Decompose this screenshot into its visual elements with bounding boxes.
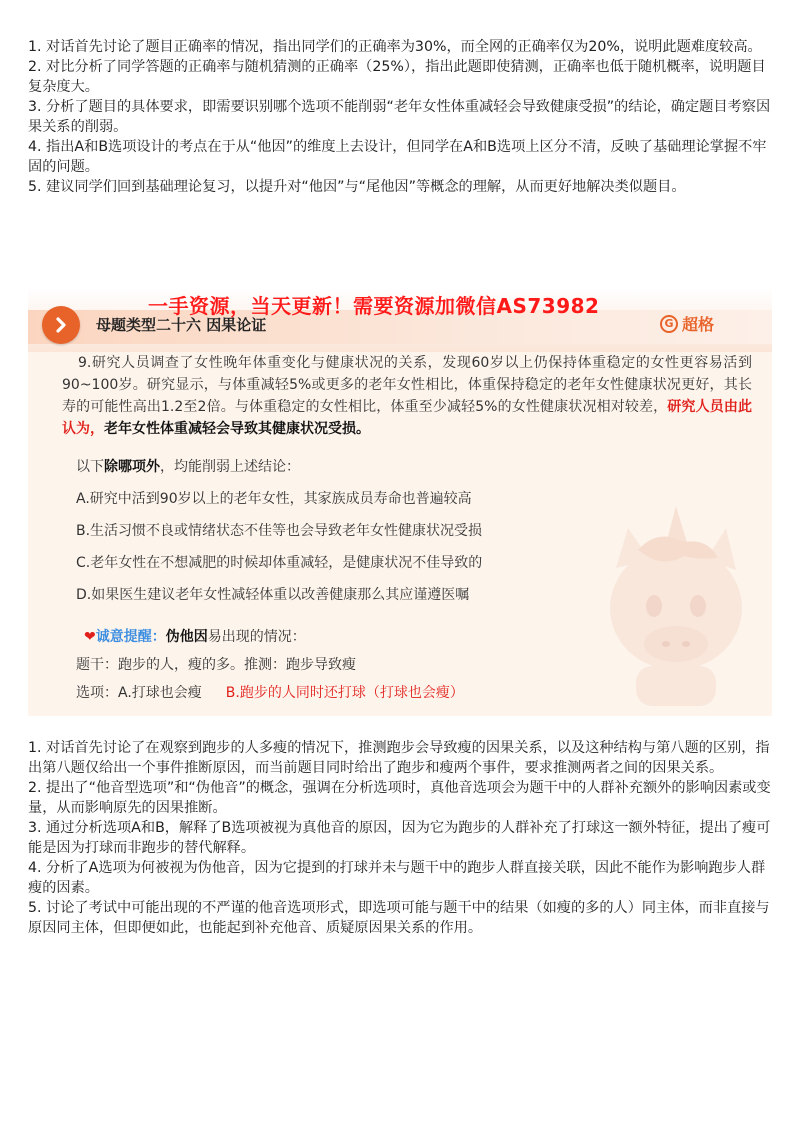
question-red-text: 研究人员由此认为， <box>62 399 752 437</box>
option-a-example: A.打球也会瘦 <box>118 685 202 701</box>
note-paragraph: 5. 建议同学们回到基础理论复习，以提升对“他因”与“尾他因”等概念的理解，从而更好地解决类似题目。 <box>28 179 686 195</box>
promo-watermark: 一手资源，当天更新！需要资源加微信AS73982 <box>148 294 600 318</box>
tip-line <box>84 626 306 646</box>
note-paragraph: 4. 分析了A选项为何被视为伪他音，因为它提到的打球并未与题干中的跑步人群直接关联，因此不能作为影响跑步人群瘦的因素。 <box>28 860 766 896</box>
question-conclusion: 老年女性体重减轻会导致其健康状况受损。 <box>104 421 370 437</box>
prompt-post: ，均能削弱上述结论： <box>160 459 300 475</box>
note-paragraph: 1. 对话首先讨论了在观察到跑步的人多瘦的情况下，推测跑步会导致瘦的因果关系，以及这种结构与第八题的区别，指出第八题仅给出一个事件推断原因，而当前题目同时给出了跑步和瘦两个事件，要求推测两者之间的因果关系。 <box>28 740 770 776</box>
note-paragraph: 1. 对话首先讨论了题目正确率的情况，指出同学们的正确率为30%，而全网的正确率仅为20%，说明此题难度较高。 <box>28 39 762 55</box>
brand-logo <box>660 312 714 335</box>
tip-label: 诚意提醒： <box>95 629 166 645</box>
note-paragraph: 3. 通过分析选项A和B，解释了B选项被视为真他音的原因，因为它为跑步的人群补充了打球这一额外特征，提出了瘦可能是因为打球而非跑步的替代解释。 <box>28 820 771 856</box>
note-paragraph: 5. 讨论了考试中可能出现的不严谨的他音选项形式，即选项可能与题干中的结果（如瘦的多的人）同主体，而非直接与原因同主体，但即便如此，也能起到补充他音、质疑原因果关系的作用。 <box>28 900 770 936</box>
note-paragraph: 4. 指出A和B选项设计的考点在于从“他因”的维度上去设计，但同学在A和B选项上区分不清，反映了基础理论掌握不牢固的问题。 <box>28 139 767 175</box>
question-prompt <box>76 456 300 476</box>
tip-bold: 伪他因 <box>165 629 208 645</box>
stem-example <box>76 654 356 674</box>
slide-title: 母题类型二十六 因果论证 <box>96 316 267 334</box>
options-label: 选项： <box>76 685 118 701</box>
unicorn-mascot-icon <box>588 498 758 708</box>
note-paragraph: 3. 分析了题目的具体要求，即需要识别哪个选项不能削弱“老年女性体重减轻会导致健康受损”的结论，确定题目考察因果关系的削弱。 <box>28 99 771 135</box>
option-a: A.研究中活到90岁以上的老年女性，其家族成员寿命也普遍较高 <box>76 491 472 507</box>
note-paragraph: 2. 对比分析了同学答题的正确率与随机猜测的正确率（25%），指出此题即使猜测，正确率也低于随机概率，说明题目复杂度大。 <box>28 59 766 95</box>
note-paragraph: 2. 提出了“他音型选项”和“伪他音”的概念，强调在分析选项时，真他音选项会为题干中的人群补充额外的影响因素或变量，从而影响原先的因果推断。 <box>28 780 771 816</box>
options-example <box>76 682 464 702</box>
option-b: B.生活习惯不良或情绪状态不佳等也会导致老年女性健康状况受损 <box>76 523 483 539</box>
summary-notes-bottom <box>28 738 772 938</box>
slide-header <box>28 288 772 352</box>
prompt-bold: 除哪项外 <box>104 459 160 475</box>
chevron-right-icon <box>42 306 80 344</box>
option-d: D.如果医生建议老年女性减轻体重以改善健康那么其应谨遵医嘱 <box>76 587 470 603</box>
question-stem <box>62 352 752 440</box>
option-b-example: B.跑步的人同时还打球（打球也会瘦） <box>225 685 464 701</box>
prompt-pre: 以下 <box>76 459 104 475</box>
lecture-slide-image <box>28 288 772 716</box>
option-c: C.老年女性在不想减肥的时候却体重减轻，是健康状况不佳导致的 <box>76 555 483 571</box>
question-text: 9.研究人员调查了女性晚年体重变化与健康状况的关系，发现60岁以上仍保持体重稳定的女性更容易活到90~100岁。研究显示，与体重减轻5%或更多的老年女性相比，体重保持稳定的老年女性健康状况更好，其长寿的可能性高出1.2至2倍。与体重稳定的女性相比，体重至少减轻5%的女性健康状况相对较差， <box>62 355 752 415</box>
stem-label: 题干： <box>76 657 118 673</box>
heart-icon: ❤ <box>84 629 96 645</box>
summary-notes-top <box>28 37 772 197</box>
brand-name: 超格 <box>682 315 715 334</box>
tip-text: 易出现的情况： <box>207 629 306 645</box>
stem-text: 跑步的人，瘦的多。推测：跑步导致瘦 <box>118 657 356 673</box>
brand-g-icon: G <box>660 315 678 333</box>
